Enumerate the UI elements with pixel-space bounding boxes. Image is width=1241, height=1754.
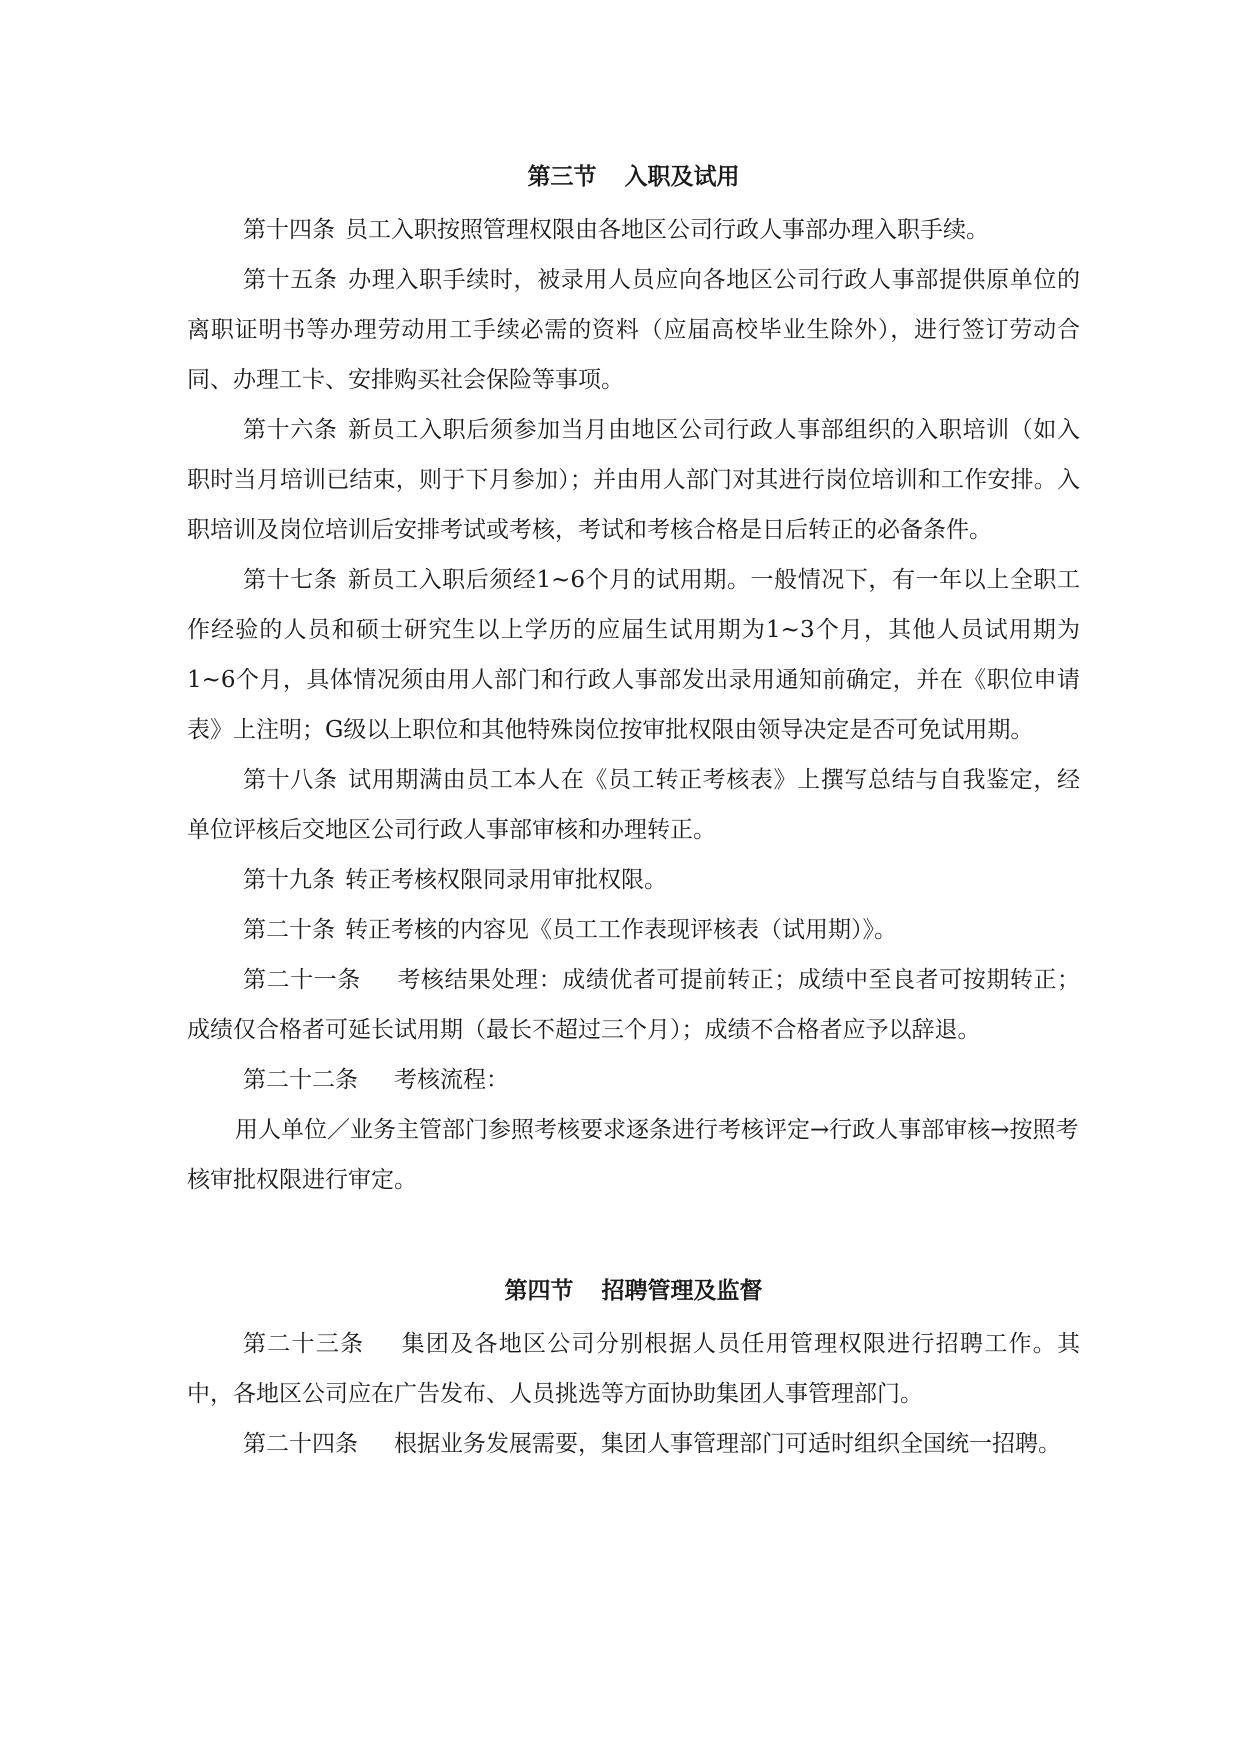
article-number: 第十七条 bbox=[243, 567, 338, 593]
article-number: 第十八条 bbox=[243, 767, 338, 793]
section-3-title-text: 入职及试用 bbox=[624, 163, 740, 190]
article-text: 考核结果处理：成绩优者可提前转正；成绩中至良者可按期转正；成绩仅合格者可延长试用期（最长不超过三个月）；成绩不合格者应予以辞退。 bbox=[187, 967, 1081, 1043]
article-19 bbox=[187, 855, 1080, 905]
section-4-title bbox=[187, 1271, 1080, 1311]
review-flow: 用人单位／业务主管部门参照考核要求逐条进行考核评定→行政人事部审核→按照考核审批权限进行审定。 bbox=[187, 1117, 1079, 1193]
article-text: 员工入职按照管理权限由各地区公司行政人事部办理入职手续。 bbox=[345, 217, 989, 243]
article-text: 办理入职手续时，被录用人员应向各地区公司行政人事部提供原单位的离职证明书等办理劳动用工手续必需的资料（应届高校毕业生除外），进行签订劳动合同、办理工卡、安排购买社会保险等事项。 bbox=[187, 267, 1081, 393]
document-page bbox=[187, 157, 1080, 1469]
article-text: 试用期满由员工本人在《员工转正考核表》上撰写总结与自我鉴定，经单位评核后交地区公司行政人事部审核和办理转正。 bbox=[187, 767, 1081, 843]
section-4-title-text: 招聘管理及监督 bbox=[601, 1277, 763, 1304]
article-text: 新员工入职后须参加当月由地区公司行政人事部组织的入职培训（如入职时当月培训已结束，则于下月参加）；并由用人部门对其进行岗位培训和工作安排。入职培训及岗位培训后安排考试或考核，考试和考核合格是日后转正的必备条件。 bbox=[187, 417, 1081, 543]
article-23 bbox=[187, 1319, 1080, 1419]
section-3-title bbox=[187, 157, 1080, 197]
article-21 bbox=[187, 955, 1080, 1055]
article-number: 第十四条 bbox=[243, 217, 335, 243]
article-text: 转正考核权限同录用审批权限。 bbox=[345, 867, 667, 893]
article-text: 考核流程： bbox=[394, 1067, 509, 1093]
article-18 bbox=[187, 755, 1080, 855]
article-17 bbox=[187, 555, 1080, 755]
article-number: 第二十条 bbox=[243, 917, 335, 943]
article-text: 转正考核的内容见《员工工作表现评核表（试用期）》。 bbox=[345, 917, 897, 943]
article-22 bbox=[187, 1055, 1080, 1105]
article-20 bbox=[187, 905, 1080, 955]
section-4-number: 第四节 bbox=[504, 1277, 574, 1304]
article-number: 第二十二条 bbox=[243, 1067, 358, 1093]
article-number: 第十五条 bbox=[243, 267, 338, 293]
article-text: 集团及各地区公司分别根据人员任用管理权限进行招聘工作。其中，各地区公司应在广告发布、人员挑选等方面协助集团人事管理部门。 bbox=[187, 1331, 1081, 1407]
article-number: 第二十一条 bbox=[243, 967, 361, 993]
article-15 bbox=[187, 255, 1080, 405]
article-text: 新员工入职后须经1~6个月的试用期。一般情况下，有一年以上全职工作经验的人员和硕士研究生以上学历的应届生试用期为1~3个月，其他人员试用期为1~6个月，具体情况须由用人部门和行政人事部发出录用通知前确定，并在《职位申请表》上注明；G级以上职位和其他特殊岗位按审批权限由领导决定是否可免试用期。 bbox=[187, 567, 1080, 743]
section-3-number: 第三节 bbox=[527, 163, 597, 190]
article-14 bbox=[187, 205, 1080, 255]
article-number: 第十六条 bbox=[243, 417, 338, 443]
article-text: 根据业务发展需要，集团人事管理部门可适时组织全国统一招聘。 bbox=[394, 1431, 1061, 1457]
article-number: 第十九条 bbox=[243, 867, 335, 893]
article-24 bbox=[187, 1419, 1080, 1469]
article-16 bbox=[187, 405, 1080, 555]
article-number: 第二十四条 bbox=[243, 1431, 358, 1457]
article-number: 第二十三条 bbox=[243, 1331, 365, 1357]
